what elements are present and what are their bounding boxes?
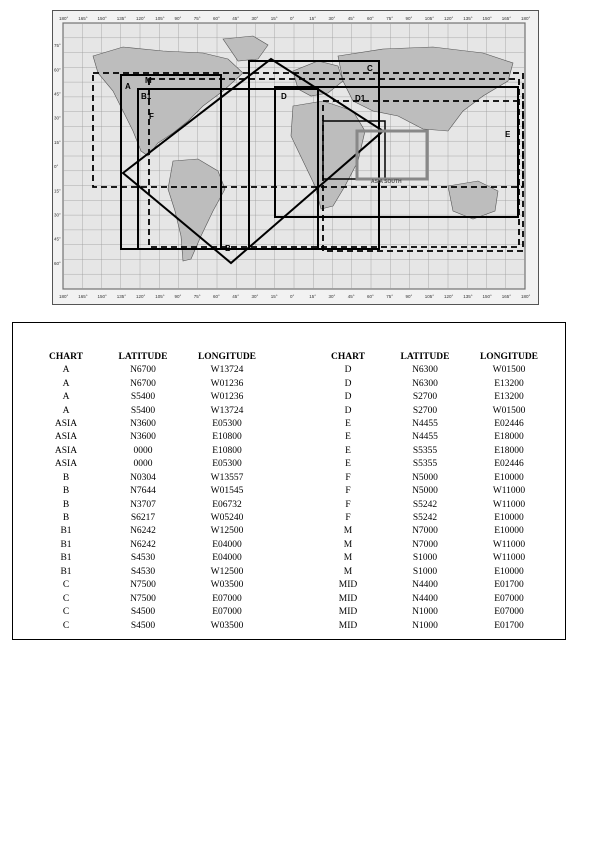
lon-tick-label: 30° xyxy=(251,294,259,299)
table-row xyxy=(33,445,267,458)
cell-latitude: S5355 xyxy=(412,445,438,456)
cell-chart: F xyxy=(345,486,351,497)
cell-chart: M xyxy=(343,526,353,537)
cell-longitude: E04000 xyxy=(212,553,242,564)
lon-tick-label: 135° xyxy=(116,16,127,21)
lon-tick-label: 120° xyxy=(444,294,454,299)
table-row xyxy=(315,458,549,471)
lat-tick-labels xyxy=(54,43,61,266)
cell-chart: MID xyxy=(338,593,358,604)
table-row xyxy=(33,472,267,485)
cell-latitude: N4455 xyxy=(412,432,438,443)
table-row xyxy=(315,566,549,579)
cell-latitude: N6242 xyxy=(130,539,156,550)
lon-tick-label: 105° xyxy=(155,16,165,21)
cell-longitude: W05240 xyxy=(210,513,244,524)
cell-longitude: E07000 xyxy=(212,593,242,604)
cell-chart: M xyxy=(343,539,353,550)
cell-chart: F xyxy=(345,472,351,483)
cell-latitude: N7500 xyxy=(130,593,156,604)
lon-tick-label: 60° xyxy=(367,16,374,21)
table-row xyxy=(315,377,549,390)
table-row xyxy=(315,485,549,498)
map-chart-label: B xyxy=(225,244,231,253)
cell-chart: B xyxy=(62,472,70,483)
table-row xyxy=(315,552,549,565)
lon-tick-label: 75° xyxy=(386,16,394,21)
cell-longitude: W13724 xyxy=(210,405,244,416)
table-header-row xyxy=(315,349,549,364)
lon-tick-label: 30° xyxy=(251,16,259,21)
lon-tick-label: 60° xyxy=(213,16,220,21)
table-row xyxy=(33,391,267,404)
cell-chart: MID xyxy=(338,580,358,591)
cell-longitude: W13557 xyxy=(210,472,244,483)
lon-tick-label: 150° xyxy=(482,16,492,21)
lon-tick-label: 165° xyxy=(501,294,512,299)
cell-latitude: N4400 xyxy=(412,580,438,591)
cell-latitude: N6300 xyxy=(412,365,438,376)
table-row xyxy=(33,619,267,632)
cell-longitude: E04000 xyxy=(212,539,242,550)
cell-latitude: N3707 xyxy=(130,499,156,510)
cell-latitude: S5355 xyxy=(412,459,438,470)
lon-tick-label: 75° xyxy=(193,16,201,21)
cell-longitude: W01500 xyxy=(492,365,526,376)
table-row xyxy=(33,418,267,431)
cell-chart: C xyxy=(62,620,70,631)
lon-tick-label: 45° xyxy=(347,16,355,21)
coordinates-body-left xyxy=(33,364,267,633)
cell-chart: E xyxy=(345,432,351,443)
cell-longitude: W12500 xyxy=(210,566,244,577)
cell-latitude: N1000 xyxy=(412,620,438,631)
lon-tick-label: 120° xyxy=(136,16,146,21)
cell-latitude: S4530 xyxy=(130,566,156,577)
table-row xyxy=(33,525,267,538)
cell-longitude: E10000 xyxy=(494,513,524,524)
lat-tick-label: 60° xyxy=(54,260,61,266)
cell-chart: MID xyxy=(338,620,358,631)
map-chart-label: E xyxy=(505,130,511,139)
cell-chart: MID xyxy=(338,607,358,618)
cell-latitude: N6300 xyxy=(412,378,438,389)
cell-latitude: S5400 xyxy=(130,392,156,403)
table-row xyxy=(33,512,267,525)
cell-chart: ASIA xyxy=(54,445,78,456)
cell-latitude: S2700 xyxy=(412,392,438,403)
map-chart-label: D1 xyxy=(355,94,366,103)
lat-tick-label: 45° xyxy=(54,236,61,242)
cell-longitude: E13200 xyxy=(494,378,524,389)
cell-longitude: E05300 xyxy=(212,418,242,429)
lat-tick-label: 0° xyxy=(54,164,59,170)
table-row xyxy=(33,498,267,511)
map-chart-label: ASIA SOUTH xyxy=(371,179,402,185)
lat-tick-label: 15° xyxy=(54,188,61,194)
lon-tick-label: 0° xyxy=(290,294,295,299)
header-latitude: LATITUDE xyxy=(118,351,168,362)
cell-chart: C xyxy=(62,593,70,604)
cell-latitude: S4500 xyxy=(130,620,156,631)
lon-tick-label: 15° xyxy=(309,294,317,299)
cell-chart: F xyxy=(345,499,351,510)
table-header-row xyxy=(33,349,267,364)
lon-tick-label: 75° xyxy=(193,294,201,299)
cell-chart: B xyxy=(62,513,70,524)
lon-tick-label: 105° xyxy=(155,294,165,299)
cell-longitude: E07000 xyxy=(494,607,524,618)
cell-chart: B xyxy=(62,486,70,497)
lon-tick-label: 30° xyxy=(328,16,336,21)
map-chart-label: B1 xyxy=(141,92,152,101)
cell-chart: B1 xyxy=(60,539,72,550)
cell-longitude: W12500 xyxy=(210,526,244,537)
cell-chart: F xyxy=(345,513,351,524)
cell-chart: C xyxy=(62,580,70,591)
cell-chart: D xyxy=(344,365,352,376)
table-row xyxy=(315,391,549,404)
lon-tick-label: 90° xyxy=(405,16,413,21)
lat-tick-label: 30° xyxy=(54,115,61,121)
cell-chart: B1 xyxy=(60,526,72,537)
cell-longitude: W01500 xyxy=(492,405,526,416)
header-latitude: LATITUDE xyxy=(400,351,450,362)
cell-longitude: E10000 xyxy=(494,526,524,537)
cell-longitude: E10800 xyxy=(212,445,242,456)
cell-longitude: E10000 xyxy=(494,566,524,577)
header-longitude: LONGITUDE xyxy=(197,351,257,362)
lat-tick-label: 15° xyxy=(54,139,61,145)
table-row xyxy=(33,539,267,552)
map-chart-label: A xyxy=(125,82,131,91)
cell-latitude: N6700 xyxy=(130,378,156,389)
cell-latitude: N7500 xyxy=(130,580,156,591)
cell-latitude: S1000 xyxy=(412,553,438,564)
coordinates-table-left xyxy=(33,349,267,633)
table-row xyxy=(315,445,549,458)
cell-longitude: E02446 xyxy=(494,418,524,429)
lon-tick-label: 135° xyxy=(463,294,473,299)
lon-tick-label: 45° xyxy=(232,294,240,299)
lon-tick-label: 150° xyxy=(97,294,107,299)
table-row xyxy=(315,512,549,525)
cell-chart: B1 xyxy=(60,553,72,564)
table-row xyxy=(33,364,267,377)
table-row xyxy=(33,431,267,444)
cell-latitude: S1000 xyxy=(412,566,438,577)
lon-tick-label: 165° xyxy=(78,16,88,21)
cell-chart: A xyxy=(62,392,70,403)
cell-latitude: S5242 xyxy=(412,499,438,510)
cell-chart: A xyxy=(62,365,70,376)
table-row xyxy=(33,552,267,565)
lon-tick-label: 15° xyxy=(270,16,278,21)
cell-latitude: 0000 xyxy=(133,445,153,456)
cell-longitude: E18000 xyxy=(494,445,524,456)
cell-latitude: S4530 xyxy=(130,553,156,564)
cell-latitude: N7000 xyxy=(412,526,438,537)
cell-longitude: E13200 xyxy=(494,392,524,403)
cell-longitude: E18000 xyxy=(494,432,524,443)
lon-tick-label: 15° xyxy=(309,16,317,21)
cell-latitude: N7644 xyxy=(130,486,156,497)
cell-chart: ASIA xyxy=(54,418,78,429)
lat-tick-label: 30° xyxy=(54,212,61,218)
lon-tick-label: 60° xyxy=(213,294,220,299)
cell-chart: ASIA xyxy=(54,459,78,470)
lon-tick-label: 135° xyxy=(116,294,127,299)
cell-chart: D xyxy=(344,392,352,403)
table-row xyxy=(33,377,267,390)
lon-tick-label: 90° xyxy=(174,16,182,21)
table-row xyxy=(315,525,549,538)
cell-latitude: 0000 xyxy=(133,459,153,470)
header-chart: CHART xyxy=(331,351,365,362)
lon-tick-label: 105° xyxy=(424,294,435,299)
cell-longitude: E02446 xyxy=(494,459,524,470)
lon-tick-label: 15° xyxy=(270,294,278,299)
lon-tick-label: 45° xyxy=(232,16,240,21)
lon-tick-label: 90° xyxy=(174,294,182,299)
table-row xyxy=(33,592,267,605)
cell-longitude: W03500 xyxy=(210,620,244,631)
coordinates-table-right xyxy=(315,349,549,633)
cell-chart: E xyxy=(345,418,351,429)
cell-chart: M xyxy=(343,566,353,577)
table-row xyxy=(315,539,549,552)
table-row xyxy=(33,458,267,471)
lon-tick-label: 45° xyxy=(347,294,355,299)
cell-longitude: E01700 xyxy=(494,580,524,591)
table-row xyxy=(315,364,549,377)
cell-latitude: N7000 xyxy=(412,539,438,550)
lon-tick-label: 75° xyxy=(386,294,394,299)
table-row xyxy=(315,579,549,592)
cell-chart: ASIA xyxy=(54,432,78,443)
cell-latitude: S4500 xyxy=(130,607,156,618)
lon-tick-label: 120° xyxy=(136,294,146,299)
cell-latitude: N3600 xyxy=(130,418,156,429)
lon-tick-label: 60° xyxy=(367,294,374,299)
cell-longitude: E05300 xyxy=(212,459,242,470)
lon-tick-label: 30° xyxy=(328,294,336,299)
cell-longitude: W01236 xyxy=(210,378,244,389)
table-row xyxy=(315,431,549,444)
header-longitude: LONGITUDE xyxy=(479,351,539,362)
cell-longitude: E01700 xyxy=(494,620,524,631)
table-row xyxy=(33,404,267,417)
lon-tick-label: 180° xyxy=(59,294,69,299)
lon-tick-label: 135° xyxy=(463,16,473,21)
cell-latitude: N6700 xyxy=(130,365,156,376)
cell-longitude: W11000 xyxy=(492,553,526,564)
cell-longitude: E10800 xyxy=(212,432,242,443)
lat-tick-label: 75° xyxy=(54,43,61,49)
table-row xyxy=(315,606,549,619)
lon-tick-label: 180° xyxy=(59,16,69,21)
cell-latitude: N6242 xyxy=(130,526,156,537)
cell-latitude: N0304 xyxy=(130,472,156,483)
cell-longitude: E07000 xyxy=(494,593,524,604)
cell-longitude: W11000 xyxy=(492,539,526,550)
cell-latitude: S2700 xyxy=(412,405,438,416)
chart-coverage-map xyxy=(52,10,539,305)
cell-longitude: E06732 xyxy=(212,499,242,510)
cell-latitude: N1000 xyxy=(412,607,438,618)
cell-longitude: E07000 xyxy=(212,607,242,618)
cell-chart: D xyxy=(344,405,352,416)
table-row xyxy=(315,472,549,485)
table-row xyxy=(33,566,267,579)
map-svg xyxy=(53,11,538,304)
map-chart-label: C xyxy=(367,64,373,73)
table-row xyxy=(315,619,549,632)
cell-latitude: N3600 xyxy=(130,432,156,443)
cell-longitude: W13724 xyxy=(210,365,244,376)
lon-tick-label: 165° xyxy=(78,294,88,299)
cell-latitude: N4455 xyxy=(412,418,438,429)
cell-latitude: N4400 xyxy=(412,593,438,604)
cell-latitude: S5400 xyxy=(130,405,156,416)
cell-longitude: W03500 xyxy=(210,580,244,591)
cell-chart: A xyxy=(62,378,70,389)
cell-chart: M xyxy=(343,553,353,564)
cell-longitude: E10000 xyxy=(494,472,524,483)
cell-chart: C xyxy=(62,607,70,618)
lon-tick-label: 120° xyxy=(444,16,454,21)
cell-chart: B xyxy=(62,499,70,510)
table-row xyxy=(315,418,549,431)
lon-tick-label: 150° xyxy=(482,294,492,299)
cell-chart: B1 xyxy=(60,566,72,577)
lon-tick-label: 150° xyxy=(97,16,107,21)
lat-tick-label: 45° xyxy=(54,91,61,97)
table-row xyxy=(315,498,549,511)
table-row xyxy=(33,606,267,619)
lon-tick-label: 90° xyxy=(405,294,413,299)
cell-chart: E xyxy=(345,445,351,456)
cell-longitude: W01236 xyxy=(210,392,244,403)
map-chart-label: M xyxy=(145,76,152,85)
chart-coordinates-box xyxy=(12,322,566,640)
cell-latitude: S5242 xyxy=(412,513,438,524)
lon-tick-label: 180° xyxy=(521,16,531,21)
cell-chart: A xyxy=(62,405,70,416)
header-chart: CHART xyxy=(49,351,83,362)
lon-tick-label: 0° xyxy=(290,16,295,21)
table-row xyxy=(33,485,267,498)
table-row xyxy=(33,579,267,592)
coordinates-body-right xyxy=(315,364,549,633)
cell-longitude: W11000 xyxy=(492,486,526,497)
table-row xyxy=(315,592,549,605)
lon-tick-label: 180° xyxy=(521,294,531,299)
cell-chart: D xyxy=(344,378,352,389)
cell-latitude: N5000 xyxy=(412,486,438,497)
table-row xyxy=(315,404,549,417)
map-chart-label: F xyxy=(149,112,154,121)
lon-tick-label: 105° xyxy=(424,16,435,21)
cell-chart: E xyxy=(345,459,351,470)
cell-latitude: S6217 xyxy=(130,513,156,524)
cell-longitude: W01545 xyxy=(210,486,244,497)
lon-tick-label: 165° xyxy=(501,16,512,21)
cell-longitude: W11000 xyxy=(492,499,526,510)
map-chart-label: D xyxy=(281,92,287,101)
lat-tick-label: 60° xyxy=(54,67,61,73)
cell-latitude: N5000 xyxy=(412,472,438,483)
